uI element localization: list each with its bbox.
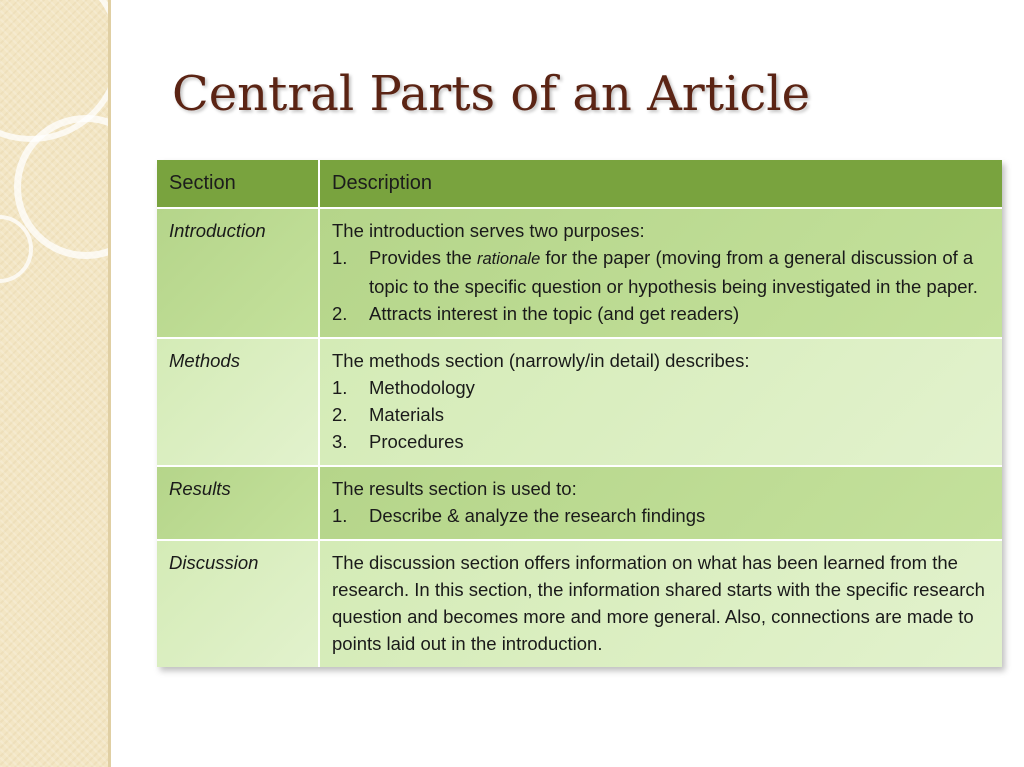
table-row-results xyxy=(157,466,1002,540)
list-item xyxy=(332,374,990,401)
slide-title: Central Parts of an Article xyxy=(172,66,810,122)
list-text xyxy=(369,244,990,300)
list-text: Attracts interest in the topic (and get readers) xyxy=(369,303,740,324)
list-item xyxy=(332,300,990,327)
section-description xyxy=(319,338,1002,466)
list-item xyxy=(332,428,990,455)
list-text: Materials xyxy=(369,404,445,425)
section-name: Discussion xyxy=(157,540,319,667)
list-number: 1. xyxy=(332,505,348,526)
section-name: Results xyxy=(157,466,319,540)
list-number: 2. xyxy=(332,404,348,425)
header-description: Description xyxy=(319,160,1002,208)
section-description xyxy=(319,466,1002,540)
table-row-introduction xyxy=(157,208,1002,338)
article-parts-table xyxy=(157,160,1002,667)
list-number: 2. xyxy=(332,303,348,324)
list-item xyxy=(332,244,990,300)
description-intro: The results section is used to: xyxy=(332,478,577,499)
strip-edge xyxy=(108,0,111,767)
description-intro: The methods section (narrowly/in detail) describes: xyxy=(332,350,750,371)
list-item xyxy=(332,401,990,428)
section-name: Introduction xyxy=(157,208,319,338)
table-row-methods xyxy=(157,338,1002,466)
table-header-row xyxy=(157,160,1002,208)
list-item xyxy=(332,502,990,529)
description-list xyxy=(332,244,990,327)
list-text: Describe & analyze the research findings xyxy=(369,505,706,526)
list-text-pre: Provides the xyxy=(369,247,477,268)
section-description xyxy=(319,208,1002,338)
description-list xyxy=(332,374,990,455)
list-text: Methodology xyxy=(369,377,475,398)
decorative-side-strip xyxy=(0,0,110,767)
section-description: The discussion section offers information on what has been learned from the research. In this section, the information shared starts with the specific research question and becomes more and more general. Also, connections are made to points laid out in the introduction. xyxy=(319,540,1002,667)
description-intro: The introduction serves two purposes: xyxy=(332,220,645,241)
description-list xyxy=(332,502,990,529)
list-number: 3. xyxy=(332,431,348,452)
list-number: 1. xyxy=(332,247,348,268)
section-name: Methods xyxy=(157,338,319,466)
list-number: 1. xyxy=(332,377,348,398)
list-text-post: for the paper (moving from a general discussion of a topic to the specific question or hypothesis being investigated in the paper. xyxy=(369,247,978,297)
header-section: Section xyxy=(157,160,319,208)
list-text: Procedures xyxy=(369,431,464,452)
list-text-emphasis: rationale xyxy=(476,250,541,268)
table-row-discussion xyxy=(157,540,1002,667)
